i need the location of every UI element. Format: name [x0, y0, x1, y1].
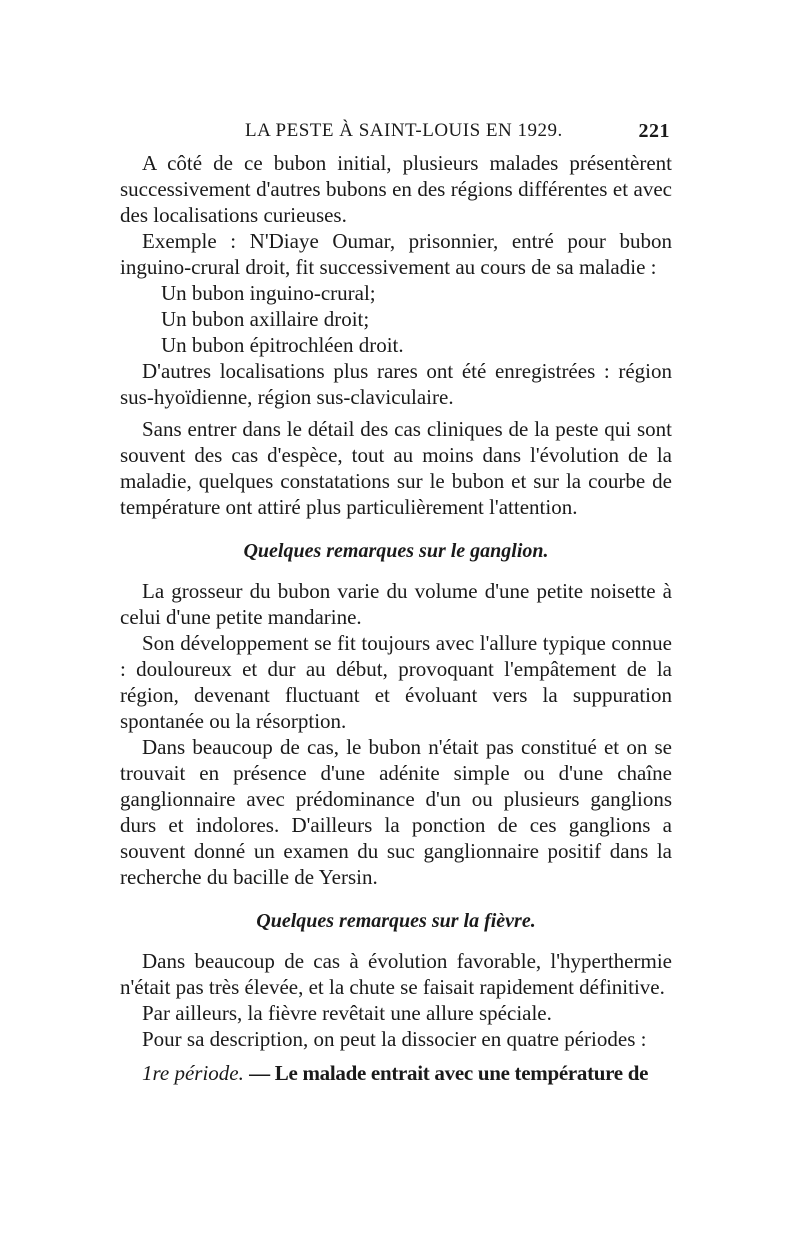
paragraph-exemple: Exemple : N'Diaye Oumar, prisonnier, entré pour bubon inguino-crural droit, fit successivement au cours de sa maladie :	[120, 229, 672, 279]
paragraph-localisations: D'autres localisations plus rares ont été enregistrées : région sus-hyoïdienne, région sus-claviculaire.	[120, 359, 672, 409]
page-body	[120, 150, 672, 1086]
smudged-text: — Le malade entrait avec une température de	[249, 1061, 649, 1085]
paragraph-hyperthermie: Dans beaucoup de cas à évolution favorable, l'hyperthermie n'était pas très élevée, et la chute se faisait rapidement définitive.	[120, 949, 672, 999]
paragraph-bubon-initial: A côté de ce bubon initial, plusieurs malades présentèrent successivement d'autres bubons en des régions différentes et avec des localisations curieuses.	[120, 151, 672, 227]
list-item: Un bubon axillaire droit;	[161, 307, 370, 331]
list-item: Un bubon épitrochléen droit.	[161, 333, 404, 357]
paragraph-adenite: Dans beaucoup de cas, le bubon n'était pas constitué et on se trouvait en présence d'une adénite simple ou d'une chaîne ganglionnaire avec prédominance d'un ou plusieurs ganglions durs et indolores. D'ailleurs la ponction de ces ganglions a souvent donné un examen du suc ganglionnaire positif dans la recherche du bacille de Yersin.	[120, 735, 672, 889]
running-title: LA PESTE À SAINT-LOUIS EN 1929.	[245, 120, 563, 141]
section-heading-fievre: Quelques remarques sur la fièvre.	[256, 910, 536, 932]
period-label: 1re période.	[142, 1061, 244, 1085]
paragraph-description: Pour sa description, on peut la dissocier en quatre périodes :	[142, 1027, 647, 1051]
paragraph-grosseur: La grosseur du bubon varie du volume d'une petite noisette à celui d'une petite mandarine.	[120, 579, 672, 629]
paragraph-constatations: Sans entrer dans le détail des cas cliniques de la peste qui sont souvent des cas d'espèce, tout au moins dans l'évolution de la maladie, quelques constatations sur le bubon et sur la courbe de température ont attiré plus particulièrement l'attention.	[120, 417, 672, 519]
paragraph-allure: Par ailleurs, la fièvre revêtait une allure spéciale.	[142, 1001, 552, 1025]
section-heading-ganglion: Quelques remarques sur le ganglion.	[243, 540, 549, 562]
paragraph-developpement: Son développement se fit toujours avec l'allure typique connue : douloureux et dur au début, provoquant l'empâtement de la région, devenant fluctuant et évoluant vers la suppuration spontanée ou la résorption.	[120, 631, 672, 733]
page-number: 221	[638, 120, 670, 142]
paragraph-premiere-periode	[120, 1060, 672, 1086]
running-header	[245, 120, 670, 144]
list-item: Un bubon inguino-crural;	[161, 281, 376, 305]
bubon-list	[120, 280, 672, 358]
